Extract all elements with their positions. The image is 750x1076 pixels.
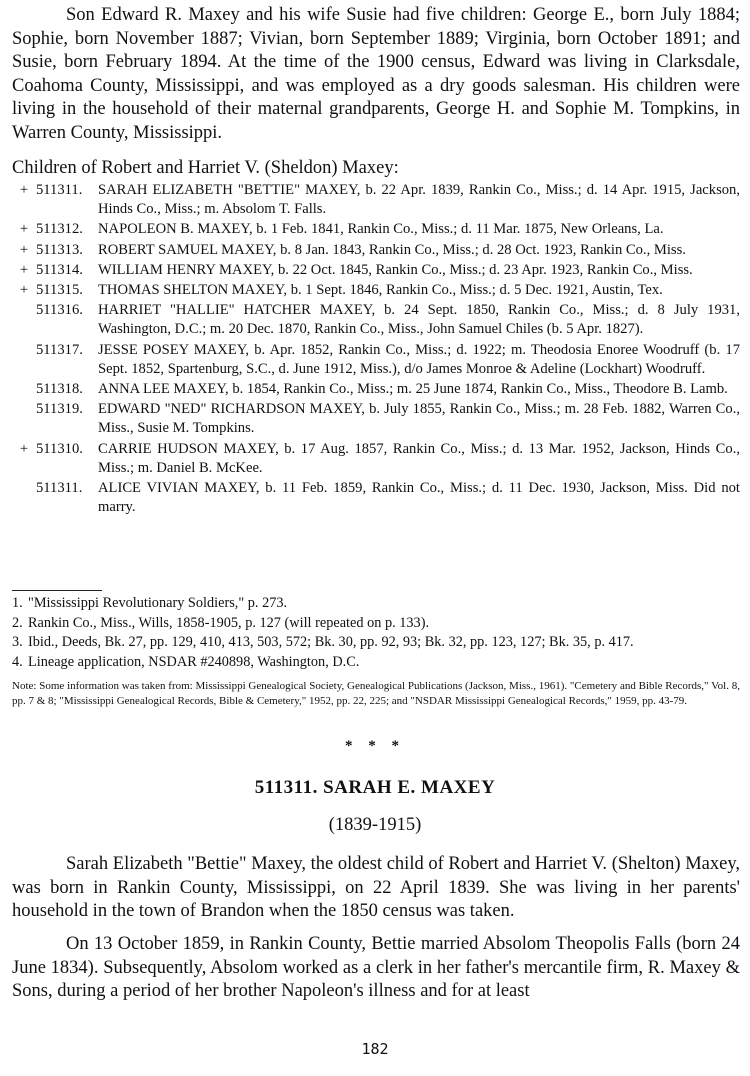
child-number: 511311. [36, 182, 83, 198]
children-heading: Children of Robert and Harriet V. (Sheldon) Maxey: [12, 158, 399, 178]
list-item [12, 281, 740, 300]
child-entry: EDWARD "NED" RICHARDSON MAXEY, b. July 1855, Rankin Co., Miss.; m. 28 Feb. 1882, Warren Co., Miss., Susie M. Tompkins. [98, 401, 740, 437]
descendant-marker [12, 380, 36, 399]
child-number: 511313. [36, 241, 83, 258]
child-number: 511312. [36, 221, 83, 238]
descendant-marker [12, 301, 36, 339]
child-number: 511316. [36, 302, 83, 319]
footnote [12, 614, 740, 634]
child-entry: WILLIAM HENRY MAXEY, b. 22 Oct. 1845, Rankin Co., Miss.; d. 23 Apr. 1923, Rankin Co., Miss. [98, 261, 693, 278]
list-item [12, 440, 740, 478]
descendant-marker: + [19, 221, 29, 238]
section-separator: * * * [345, 738, 405, 754]
descendant-marker [12, 479, 36, 517]
child-entry: JESSE POSEY MAXEY, b. Apr. 1852, Rankin Co., Miss.; d. 1922; m. Theodosia Enoree Woodruff (b. 17 Sept. 1852, Spartenburg, S.C., d. June 1912, Miss.), d/o James Monroe & Adeline (Lockhart) Woodruff. [98, 341, 740, 377]
footnote-number: 2. [12, 614, 23, 631]
descendant-marker: + [19, 440, 29, 457]
footnote [12, 633, 740, 653]
footnotes [12, 594, 740, 672]
descendant-marker [12, 341, 36, 379]
child-number: 511314. [36, 261, 83, 278]
descendant-marker: + [19, 261, 29, 278]
list-item [12, 220, 740, 239]
child-entry: CARRIE HUDSON MAXEY, b. 17 Aug. 1857, Rankin Co., Miss.; d. 13 Mar. 1952, Jackson, Hinds Co., Miss.; m. Daniel B. McKee. [98, 440, 740, 476]
child-entry: ROBERT SAMUEL MAXEY, b. 8 Jan. 1843, Rankin Co., Miss.; d. 28 Oct. 1923, Rankin Co., Miss. [98, 241, 686, 258]
children-list [12, 181, 740, 518]
child-entry: ALICE VIVIAN MAXEY, b. 11 Feb. 1859, Rankin Co., Miss.; d. 11 Dec. 1930, Jackson, Miss. Did not marry. [98, 480, 740, 516]
descendant-marker [12, 400, 36, 438]
footnote-number: 3. [12, 634, 23, 650]
list-item [12, 301, 740, 339]
child-entry: THOMAS SHELTON MAXEY, b. 1 Sept. 1846, Rankin Co., Miss.; d. 5 Dec. 1921, Austin, Tex. [98, 282, 663, 299]
sources-note: Note: Some information was taken from: Mississippi Genealogical Society, Genealogical Publications (Jackson, Miss., 1961). "Cemetery and Bible Records," Vol. 8, pp. 7 & 8; "Mississippi Genealogical Records, Bible & Cemetery," 1952, pp. 22, 225; and "NSDAR Mississippi Genealogical Records," 1959, pp. 43-79. [12, 680, 740, 707]
child-entry: HARRIET "HALLIE" HATCHER MAXEY, b. 24 Sept. 1850, Rankin Co., Miss.; d. 8 July 1931, Washington, D.C.; m. 20 Dec. 1870, Rankin Co., Miss., John Samuel Chiles (b. 5 Apr. 1827). [98, 302, 740, 338]
list-item [12, 261, 740, 280]
child-number: 511319. [36, 401, 83, 418]
list-item [12, 241, 740, 260]
list-item [12, 380, 740, 399]
footnote-number: 4. [12, 653, 23, 670]
footnote-text: Rankin Co., Miss., Wills, 1858-1905, p. 127 (will repeated on p. 133). [28, 614, 430, 631]
list-item [12, 181, 740, 219]
child-entry: NAPOLEON B. MAXEY, b. 1 Feb. 1841, Rankin Co., Miss.; d. 11 Mar. 1875, New Orleans, La. [98, 221, 664, 238]
list-item [12, 479, 740, 517]
footnote [12, 653, 740, 673]
page-number: 182 [361, 1040, 389, 1058]
footnote-text: "Mississippi Revolutionary Soldiers," p. 273. [28, 595, 288, 611]
body-paragraph: Sarah Elizabeth "Bettie" Maxey, the oldest child of Robert and Harriet V. (Shelton) Maxey, was born in Rankin County, Mississippi, on 22 April 1839. She was living in her parents' household in the town of Brandon when the 1850 census was taken. [12, 854, 740, 921]
footnote-divider [12, 590, 102, 591]
body-paragraph: On 13 October 1859, in Rankin County, Bettie married Absolom Theopolis Falls (born 24 June 1834). Subsequently, Absolom worked as a clerk in her father's mercantile firm, R. Maxey & Sons, during a period of her brother Napoleon's illness and for at least [12, 934, 740, 1001]
footnote-text: Lineage application, NSDAR #240898, Washington, D.C. [28, 653, 360, 670]
intro-paragraph: Son Edward R. Maxey and his wife Susie had five children: George E., born July 1884; Sophie, born November 1887; Vivian, born September 1889; Virginia, born October 1891; and Susie, born February 1894. At the time of the 1900 census, Edward was living in Clarksdale, Coahoma County, Mississippi, and was employed as a dry goods salesman. His children were living in the household of their maternal grandparents, George H. and Sophie M. Tompkins, in Warren County, Mississippi. [12, 5, 740, 143]
footnote-number: 1. [12, 595, 23, 611]
child-entry: SARAH ELIZABETH "BETTIE" MAXEY, b. 22 Apr. 1839, Rankin Co., Miss.; d. 14 Apr. 1915, Jackson, Hinds Co., Miss.; m. Absolom T. Falls. [98, 182, 740, 218]
child-number: 511310. [36, 440, 83, 457]
footnote-text: Ibid., Deeds, Bk. 27, pp. 129, 410, 413, 503, 572; Bk. 30, pp. 92, 93; Bk. 32, pp. 123, 127; Bk. 35, p. 417. [28, 634, 634, 650]
child-number: 511315. [36, 282, 83, 299]
section-years: (1839-1915) [328, 815, 422, 835]
child-number: 511311. [36, 480, 83, 497]
descendant-marker: + [19, 282, 29, 299]
child-entry: ANNA LEE MAXEY, b. 1854, Rankin Co., Miss.; m. 25 June 1874, Rankin Co., Miss., Theodore B. Lamb. [98, 381, 728, 398]
child-number: 511317. [36, 341, 83, 358]
child-number: 511318. [36, 381, 83, 398]
footnote [12, 594, 740, 614]
list-item [12, 341, 740, 379]
list-item [12, 400, 740, 438]
section-title: 511311. SARAH E. MAXEY [254, 777, 496, 798]
descendant-marker: + [19, 182, 29, 198]
descendant-marker: + [19, 241, 29, 258]
